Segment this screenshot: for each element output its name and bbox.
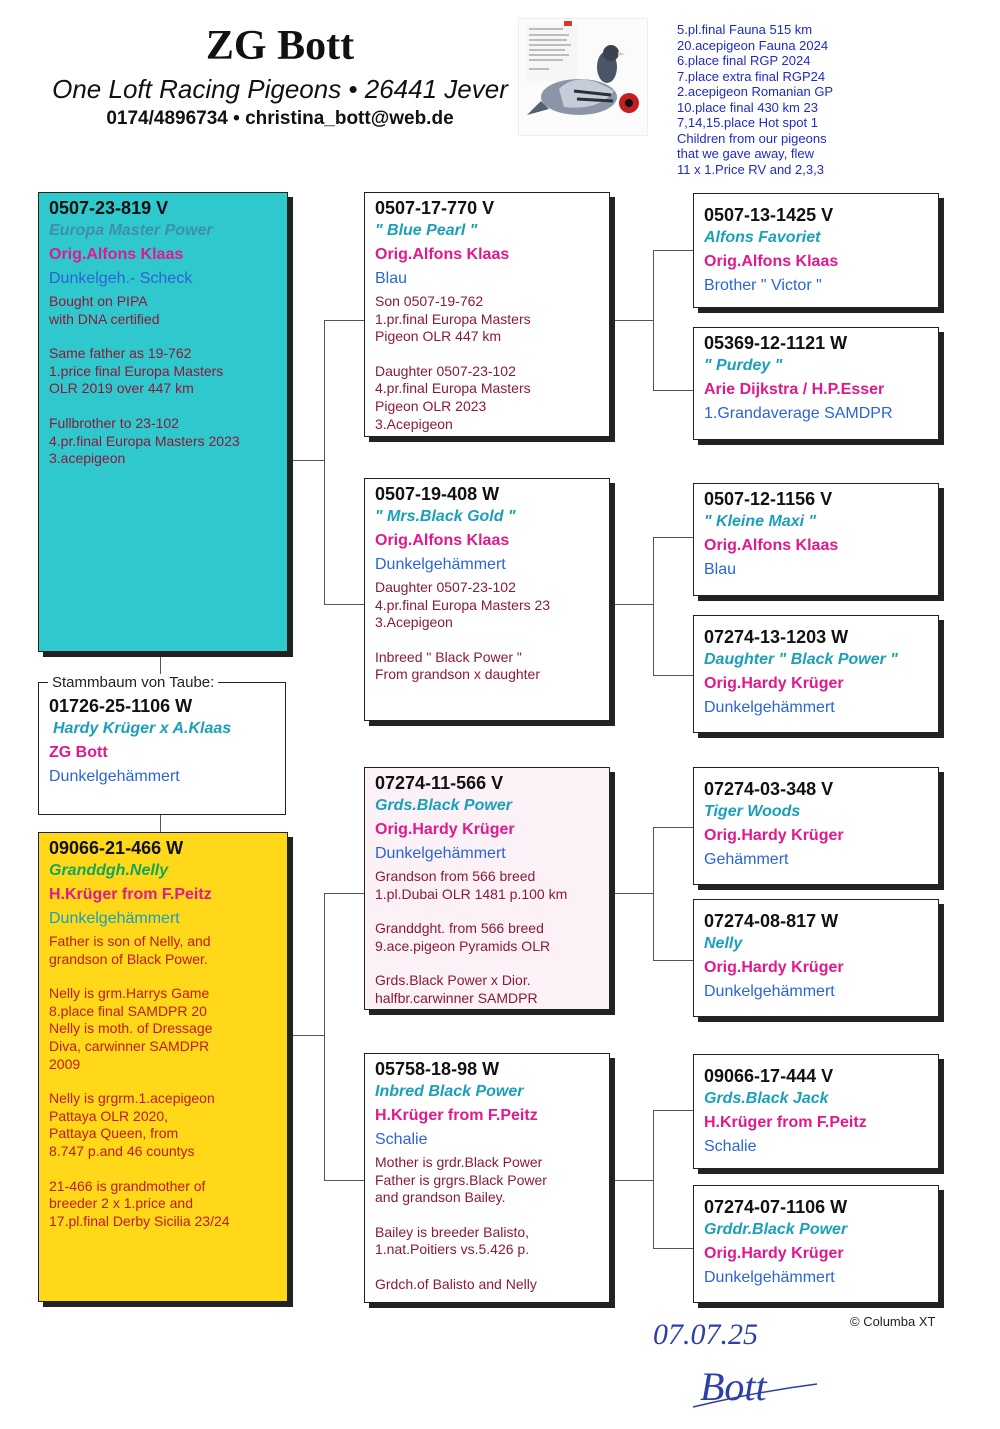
breeder: Orig.Alfons Klaas	[375, 532, 510, 549]
ring-number: 07274-03-348 V	[704, 779, 834, 799]
pigeon-color: Blau	[704, 561, 737, 578]
ring-number: 0507-23-819 V	[49, 198, 169, 218]
pedigree-box-fmf	[693, 483, 939, 596]
breeder-contact: 0174/4896734 • christina_bott@web.de	[106, 108, 454, 129]
ring-number: 09066-17-444 V	[704, 1066, 834, 1086]
breeder: Orig.Alfons Klaas	[375, 246, 510, 263]
handwritten-signature	[645, 1312, 835, 1417]
breeder: Orig.Alfons Klaas	[704, 253, 839, 270]
pedigree-box-ffm	[693, 327, 939, 440]
ring-number: 0507-12-1156 V	[704, 489, 833, 509]
ring-number: 07274-11-566 V	[375, 773, 504, 793]
note: 21-466 is grandmother of breeder 2 x 1.price and 17.pl.final Derby Sicilia 23/24	[49, 1177, 230, 1229]
note: Daughter 0507-23-102 4.pr.final Europa Masters 23 3.Acepigeon	[375, 579, 551, 631]
achievement-item: 10.place final 430 km 23	[677, 99, 818, 115]
copyright: © Columba XT	[850, 1314, 936, 1329]
pigeon-color: Dunkelgehämmert	[49, 768, 180, 785]
pedigree-box-mmf	[693, 1054, 939, 1169]
pigeon-color: Dunkelgehämmert	[704, 699, 835, 716]
pedigree-label: Stammbaum von Taube:	[48, 674, 218, 691]
pedigree-box-fff	[693, 193, 939, 308]
breeder: Orig.Alfons Klaas	[49, 246, 184, 263]
pedigree-box-mfm	[693, 899, 939, 1017]
pedigree-box-mf	[364, 767, 610, 1010]
pigeon-color: Gehämmert	[704, 851, 789, 868]
breeder: Arie Dijkstra / H.P.Esser	[704, 381, 885, 398]
achievement-item: that we gave away, flew	[677, 146, 815, 161]
breeder: Orig.Hardy Krüger	[704, 675, 844, 692]
pedigree-notes	[375, 579, 599, 684]
achievement-item: Children from our pigeons	[677, 130, 827, 146]
ring-number: 07274-13-1203 W	[704, 627, 849, 647]
note: Fullbrother to 23-102 4.pr.final Europa Masters 2023 3.acepigeon	[49, 414, 240, 467]
pigeon-name: Grddr.Black Power	[704, 1221, 848, 1238]
note: Bought on PIPA with DNA certified	[49, 293, 160, 327]
pigeon-name: Grds.Black Jack	[704, 1090, 829, 1107]
breeder: Orig.Alfons Klaas	[704, 537, 839, 554]
pigeon-color: 1.Grandaverage SAMDPR	[704, 405, 893, 422]
ring-number: 05369-12-1121 W	[704, 333, 848, 353]
pedigree-notes	[375, 1154, 599, 1294]
pigeon-color: Brother " Victor "	[704, 277, 822, 294]
ring-number: 0507-17-770 V	[375, 198, 495, 218]
achievement-item: 2.acepigeon Romanian GP	[677, 84, 834, 99]
breeder: H.Krüger from F.Peitz	[49, 886, 212, 903]
pedigree-notes	[375, 293, 599, 433]
pigeon-name: Grds.Black Power	[375, 797, 512, 814]
achievement-item: 6.place final RGP 2024	[677, 53, 811, 68]
note: Mother is grdr.Black Power Father is grgrs.Black Power and grandson Bailey.	[375, 1154, 547, 1206]
pigeon-color: Dunkelgehämmert	[375, 845, 506, 862]
note: Father is son of Nelly, and grandson of Black Power.	[49, 933, 211, 967]
signature-date: 07.07.25	[653, 1318, 758, 1351]
pigeon-name: " Mrs.Black Gold "	[375, 508, 516, 525]
ring-number: 05758-18-98 W	[375, 1059, 500, 1079]
pedigree-box-father	[38, 192, 288, 652]
breeder-title: ZG Bott	[205, 23, 355, 69]
ring-number: 01726-25-1106 W	[49, 696, 193, 716]
pigeon-name: " Kleine Maxi "	[704, 513, 817, 530]
pigeon-color: Dunkelgehämmert	[49, 910, 180, 927]
pigeon-color: Dunkelgehämmert	[375, 556, 506, 573]
pedigree-box-mm	[364, 1053, 610, 1303]
signature-name: Bott	[700, 1364, 767, 1409]
pigeon-name: Alfons Favoriet	[704, 229, 821, 246]
ring-number: 07274-07-1106 W	[704, 1197, 848, 1217]
pigeon-name: " Blue Pearl "	[375, 222, 478, 239]
pigeon-photo	[518, 18, 648, 136]
achievement-item: 7.place extra final RGP24	[677, 68, 826, 84]
ring-number: 0507-19-408 W	[375, 484, 500, 504]
pigeon-color: Schalie	[704, 1138, 757, 1155]
achievement-item: 11 x 1.Price RV and 2,3,3	[677, 161, 824, 177]
pedigree-box-mff	[693, 767, 939, 885]
note: Nelly is grgrm.1.acepigeon Pattaya OLR 2020, Pattaya Queen, from 8.747 p.and 46 countys	[49, 1090, 215, 1159]
note: Grdch.of Balisto and Nelly	[375, 1275, 537, 1292]
pigeon-name: Hardy Krüger x A.Klaas	[53, 720, 232, 737]
ring-number: 0507-13-1425 V	[704, 205, 834, 225]
pigeon-color: Blau	[375, 270, 408, 287]
pigeon-name: Nelly	[704, 935, 743, 952]
breeder: Orig.Hardy Krüger	[704, 827, 844, 844]
note: Bailey is breeder Balisto, 1.nat.Poitiers vs.5.426 p.	[375, 1223, 530, 1258]
note: Grandson from 566 breed 1.pl.Dubai OLR 1481 p.100 km	[375, 868, 568, 902]
note: Grds.Black Power x Dior. halfbr.carwinner SAMDPR	[375, 972, 538, 1006]
breeder: Orig.Hardy Krüger	[704, 1245, 844, 1262]
pigeon-name: Europa Master Power	[49, 222, 213, 239]
breeder: H.Krüger from F.Peitz	[704, 1114, 867, 1131]
breeder: H.Krüger from F.Peitz	[375, 1107, 538, 1124]
achievements-list	[677, 22, 977, 177]
pigeon-name: Daughter " Black Power "	[704, 651, 898, 668]
pedigree-box-fm	[364, 478, 610, 721]
note: Same father as 19-762 1.price final Europa Masters OLR 2019 over 447 km	[49, 345, 224, 397]
note: Son 0507-19-762 1.pr.final Europa Masters Pigeon OLR 447 km	[375, 293, 531, 345]
pedigree-box-fmm	[693, 615, 939, 733]
pigeon-name: Granddgh.Nelly	[49, 862, 169, 879]
achievement-item: 20.acepigeon Fauna 2024	[677, 37, 829, 53]
pigeon-color: Dunkelgehämmert	[704, 983, 835, 1000]
note: Inbreed " Black Power " From grandson x daughter	[375, 648, 540, 683]
pigeon-color: Dunkelgehämmert	[704, 1269, 835, 1286]
pedigree-notes	[49, 933, 277, 1230]
achievement-item: 7,14,15.place Hot spot 1	[677, 115, 818, 130]
pedigree-box-mother	[38, 832, 288, 1302]
note: Nelly is grm.Harrys Game 8.place final SAMDPR 20 Nelly is moth. of Dressage Diva, carwinner SAMDPR 2009	[49, 985, 213, 1072]
pedigree-box-ff	[364, 192, 610, 437]
breeder: ZG Bott	[49, 744, 108, 761]
note: Granddght. from 566 breed 9.ace.pigeon Pyramids OLR	[375, 920, 551, 954]
pedigree-notes	[49, 293, 277, 468]
note: Daughter 0507-23-102 4.pr.final Europa Masters Pigeon OLR 2023 3.Acepigeon	[375, 362, 531, 432]
pedigree-box-mmm	[693, 1185, 939, 1303]
ring-number: 09066-21-466 W	[49, 838, 184, 858]
breeder: Orig.Hardy Krüger	[704, 959, 844, 976]
pedigree-box-subject	[38, 682, 286, 815]
breeder: Orig.Hardy Krüger	[375, 821, 515, 838]
achievement-item: 5.pl.final Fauna 515 km	[677, 22, 813, 37]
pigeon-name: " Purdey "	[704, 357, 783, 374]
pigeon-color: Schalie	[375, 1131, 428, 1148]
pedigree-notes	[375, 868, 599, 1008]
ring-number: 07274-08-817 W	[704, 911, 839, 931]
breeder-subtitle: One Loft Racing Pigeons • 26441 Jever	[52, 74, 508, 104]
pigeon-color: Dunkelgeh.- Scheck	[49, 270, 193, 287]
pigeon-name: Inbred Black Power	[375, 1083, 524, 1100]
pigeon-name: Tiger Woods	[704, 803, 801, 820]
